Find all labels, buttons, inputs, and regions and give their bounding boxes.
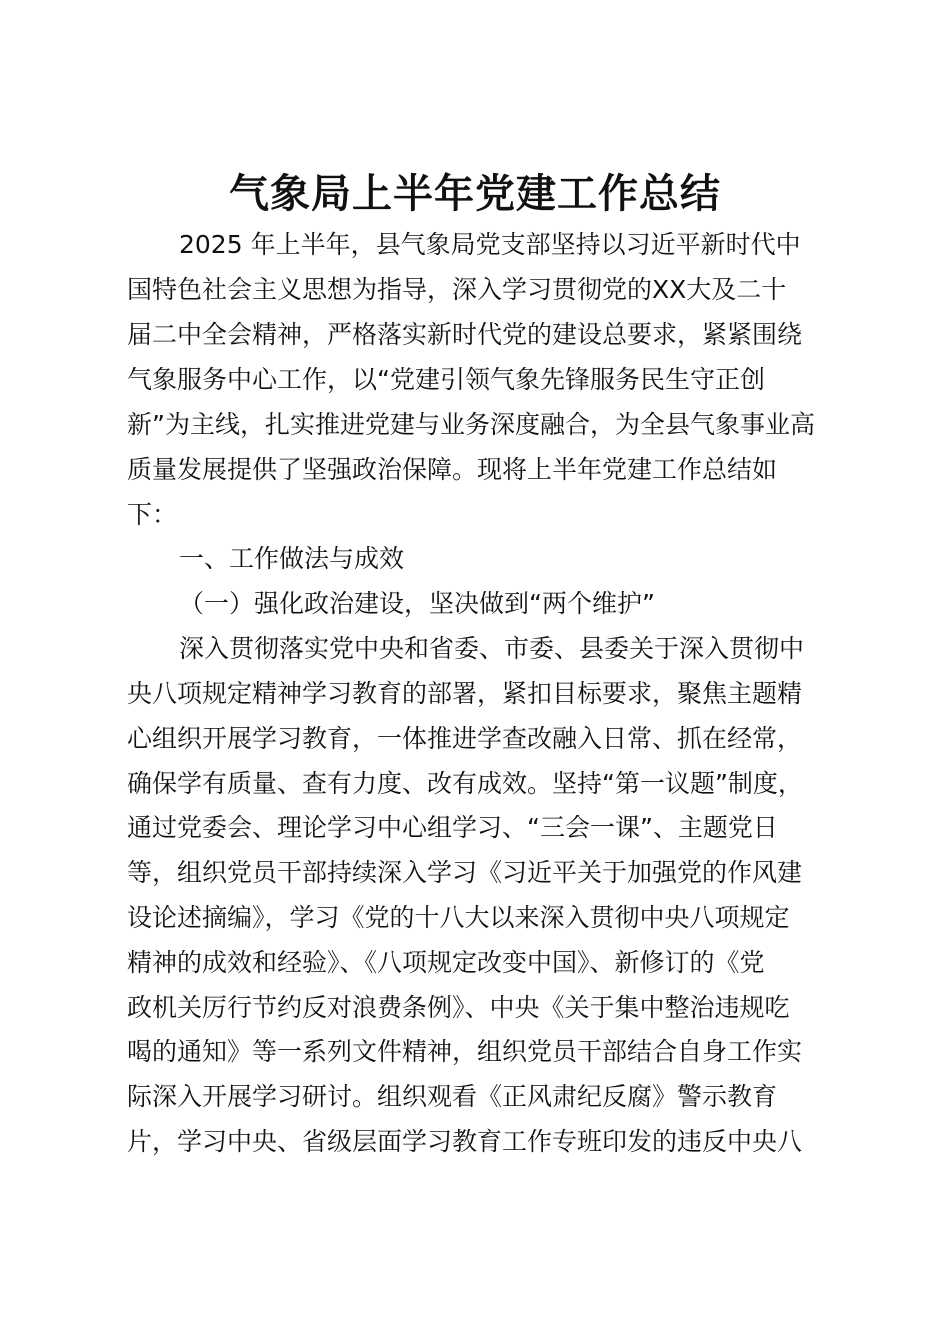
text-line: 2025 年上半年，县气象局党支部坚持以习近平新时代中	[179, 230, 801, 259]
text-line: 设论述摘编》，学习《党的十八大以来深入贯彻中央八项规定	[127, 903, 790, 932]
text-line: 新”为主线，扎实推进党建与业务深度融合，为全县气象事业高	[127, 410, 815, 439]
text-line: 下：	[127, 500, 178, 529]
text-line: 等，组织党员干部持续深入学习《习近平关于加强党的作风建	[127, 858, 803, 887]
text-line: 喝的通知》等一系列文件精神，组织党员干部结合自身工作实	[127, 1037, 803, 1066]
text-line: 政机关厉行节约反对浪费条例》、中央《关于集中整治违规吃	[127, 993, 790, 1022]
document-title: 气象局上半年党建工作总结	[229, 171, 721, 217]
text-line: 确保学有质量、查有力度、改有成效。坚持“第一议题”制度，	[127, 769, 803, 798]
text-line: 届二中全会精神，严格落实新时代党的建设总要求，紧紧围绕	[127, 320, 803, 349]
text-line: 气象服务中心工作，以“党建引领气象先锋服务民生守正创	[127, 365, 765, 394]
text-line: 际深入开展学习研讨。组织观看《正风肃纪反腐》警示教育	[127, 1082, 778, 1111]
text-line: 国特色社会主义思想为指导，深入学习贯彻党的XX大及二十	[127, 275, 787, 304]
text-line: 心组织开展学习教育，一体推进学查改融入日常、抓在经常，	[127, 724, 803, 753]
text-line: 片，学习中央、省级层面学习教育工作专班印发的违反中央八	[127, 1127, 803, 1156]
text-line: 精神的成效和经验》、《八项规定改变中国》、新修订的《党	[127, 948, 765, 977]
text-line: 通过党委会、理论学习中心组学习、“三会一课”、主题党日	[127, 813, 778, 842]
section-heading: 一、工作做法与成效	[179, 544, 405, 573]
subsection-heading: （一）强化政治建设，坚决做到“两个维护”	[179, 589, 655, 618]
text-line: 深入贯彻落实党中央和省委、市委、县委关于深入贯彻中	[179, 634, 805, 663]
text-line: 央八项规定精神学习教育的部署，紧扣目标要求，聚焦主题精	[127, 679, 803, 708]
text-line: 质量发展提供了坚强政治保障。现将上半年党建工作总结如	[127, 455, 778, 484]
